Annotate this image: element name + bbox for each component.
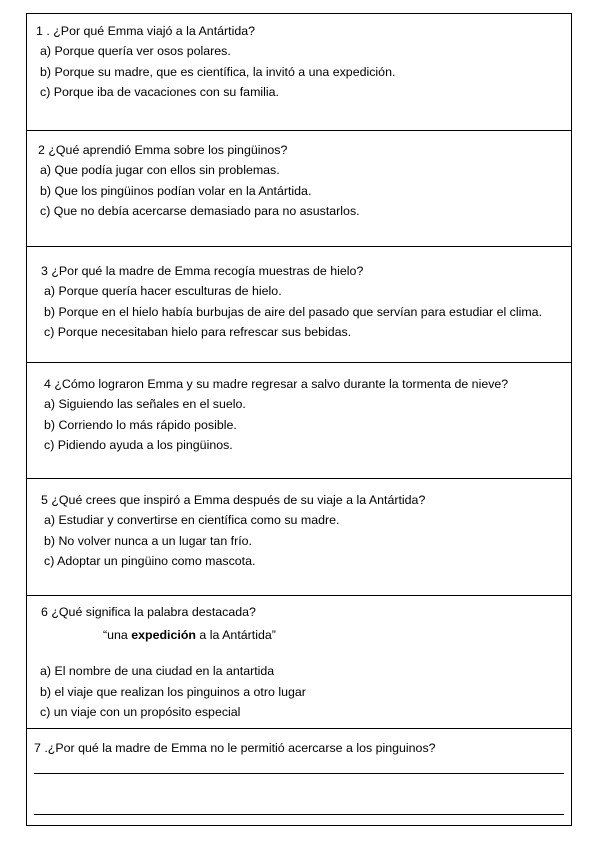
highlighted-word-quote: “una expedición a la Antártida” xyxy=(103,628,276,642)
question-6-option-b: b) el viaje que realizan los pinguinos a otro lugar xyxy=(40,685,306,699)
question-7-text: 7 .¿Por qué la madre de Emma no le permitió acercarse a los pinguinos? xyxy=(34,741,436,755)
question-6-option-c: c) un viaje con un propósito especial xyxy=(40,705,241,719)
question-4-option-a: a) Siguiendo las señales en el suelo. xyxy=(44,397,246,411)
question-1-text: 1 . ¿Por qué Emma viajó a la Antártida? xyxy=(36,24,256,38)
question-1-option-a: a) Porque quería ver osos polares. xyxy=(40,44,231,58)
question-1-option-c: c) Porque iba de vacaciones con su familia. xyxy=(40,85,279,99)
answer-line-2[interactable] xyxy=(34,814,564,815)
question-3-text: 3 ¿Por qué la madre de Emma recogía muestras de hielo? xyxy=(41,264,364,278)
question-1-option-b: b) Porque su madre, que es científica, la invitó a una expedición. xyxy=(40,65,396,79)
question-2-text: 2 ¿Qué aprendió Emma sobre los pingüinos? xyxy=(38,143,288,157)
question-5-option-c: c) Adoptar un pingüino como mascota. xyxy=(44,554,256,568)
question-5-option-a: a) Estudiar y convertirse en científica como su madre. xyxy=(44,513,340,527)
question-2 xyxy=(27,131,571,247)
question-2-option-b: b) Que los pingüinos podían volar en la Antártida. xyxy=(40,184,312,198)
question-4-option-c: c) Pidiendo ayuda a los pingüinos. xyxy=(44,438,233,452)
question-7 xyxy=(27,729,571,827)
highlighted-word: expedición xyxy=(131,628,196,642)
question-4-option-b: b) Corriendo lo más rápido posible. xyxy=(44,418,237,432)
question-4-text: 4 ¿Cómo lograron Emma y su madre regresar a salvo durante la tormenta de nieve? xyxy=(44,377,509,391)
question-3-option-c: c) Porque necesitaban hielo para refrescar sus bebidas. xyxy=(44,325,352,339)
question-2-option-c: c) Que no debía acercarse demasiado para no asustarlos. xyxy=(40,204,360,218)
question-2-option-a: a) Que podía jugar con ellos sin problemas. xyxy=(40,163,280,177)
answer-line-1[interactable] xyxy=(34,773,564,774)
question-5 xyxy=(27,479,571,596)
question-1 xyxy=(27,14,571,131)
question-3 xyxy=(27,247,571,363)
question-4 xyxy=(27,363,571,479)
question-6-text: 6 ¿Qué significa la palabra destacada? xyxy=(41,605,256,619)
question-5-text: 5 ¿Qué crees que inspiró a Emma después de su viaje a la Antártida? xyxy=(41,493,426,507)
question-6 xyxy=(27,596,571,729)
worksheet xyxy=(26,13,572,826)
question-5-option-b: b) No volver nunca a un lugar tan frío. xyxy=(44,534,253,548)
question-3-option-a: a) Porque quería hacer esculturas de hielo. xyxy=(44,284,282,298)
question-6-option-a: a) El nombre de una ciudad en la antartida xyxy=(40,664,275,678)
question-3-option-b: b) Porque en el hielo había burbujas de aire del pasado que servían para estudiar el clima. xyxy=(44,305,543,319)
